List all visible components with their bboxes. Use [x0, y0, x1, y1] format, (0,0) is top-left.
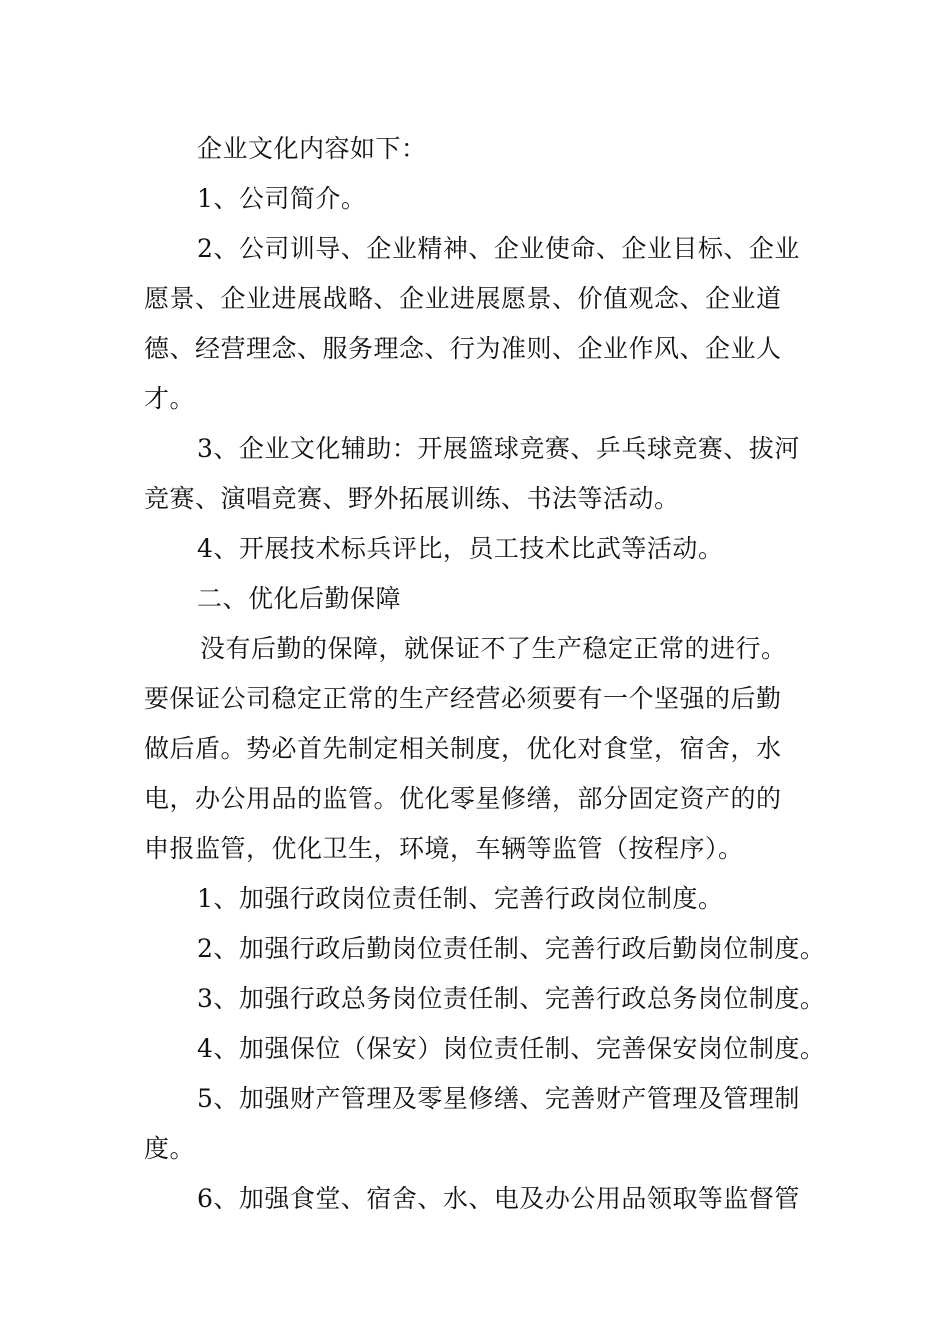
text-line-13: 做后盾。势必首先制定相关制度，优化对食堂，宿舍，水: [144, 734, 782, 763]
text-line-17: 2、加强行政后勤岗位责任制、完善行政后勤岗位制度。: [197, 934, 826, 963]
text-line-9: 4、开展技术标兵评比，员工技术比武等活动。: [197, 534, 724, 563]
text-line-14: 电，办公用品的监管。优化零星修缮，部分固定资产的的: [144, 784, 782, 813]
text-line-6: 才。: [144, 384, 196, 413]
text-line-22: 6、加强食堂、宿舍、水、电及办公用品领取等监督管: [197, 1184, 800, 1213]
text-line-5: 德、经营理念、服务理念、行为准则、企业作风、企业人: [144, 334, 782, 363]
text-line-15: 申报监管，优化卫生，环境，车辆等监管（按程序）。: [144, 834, 744, 863]
text-line-4: 愿景、企业进展战略、企业进展愿景、价值观念、企业道: [144, 284, 782, 313]
text-line-11: 没有后勤的保障，就保证不了生产稳定正常的进行。: [200, 634, 787, 663]
text-line-21: 度。: [144, 1134, 196, 1163]
text-line-1: 企业文化内容如下：: [197, 134, 427, 163]
text-line-18: 3、加强行政总务岗位责任制、完善行政总务岗位制度。: [197, 984, 826, 1013]
text-line-7: 3、企业文化辅助：开展篮球竞赛、乒乓球竞赛、拔河: [197, 434, 800, 463]
text-line-8: 竞赛、演唱竞赛、野外拓展训练、书法等活动。: [144, 484, 680, 513]
text-line-3: 2、公司训导、企业精神、企业使命、企业目标、企业: [197, 234, 800, 263]
text-line-20: 5、加强财产管理及零星修缮、完善财产管理及管理制: [197, 1084, 800, 1113]
text-line-16: 1、加强行政岗位责任制、完善行政岗位制度。: [197, 884, 724, 913]
text-line-2: 1、公司简介。: [197, 184, 367, 213]
text-line-19: 4、加强保位（保安）岗位责任制、完善保安岗位制度。: [197, 1034, 826, 1063]
text-line-12: 要保证公司稳定正常的生产经营必须要有一个坚强的后勤: [144, 684, 782, 713]
section-heading: 二、优化后勤保障: [197, 584, 402, 613]
